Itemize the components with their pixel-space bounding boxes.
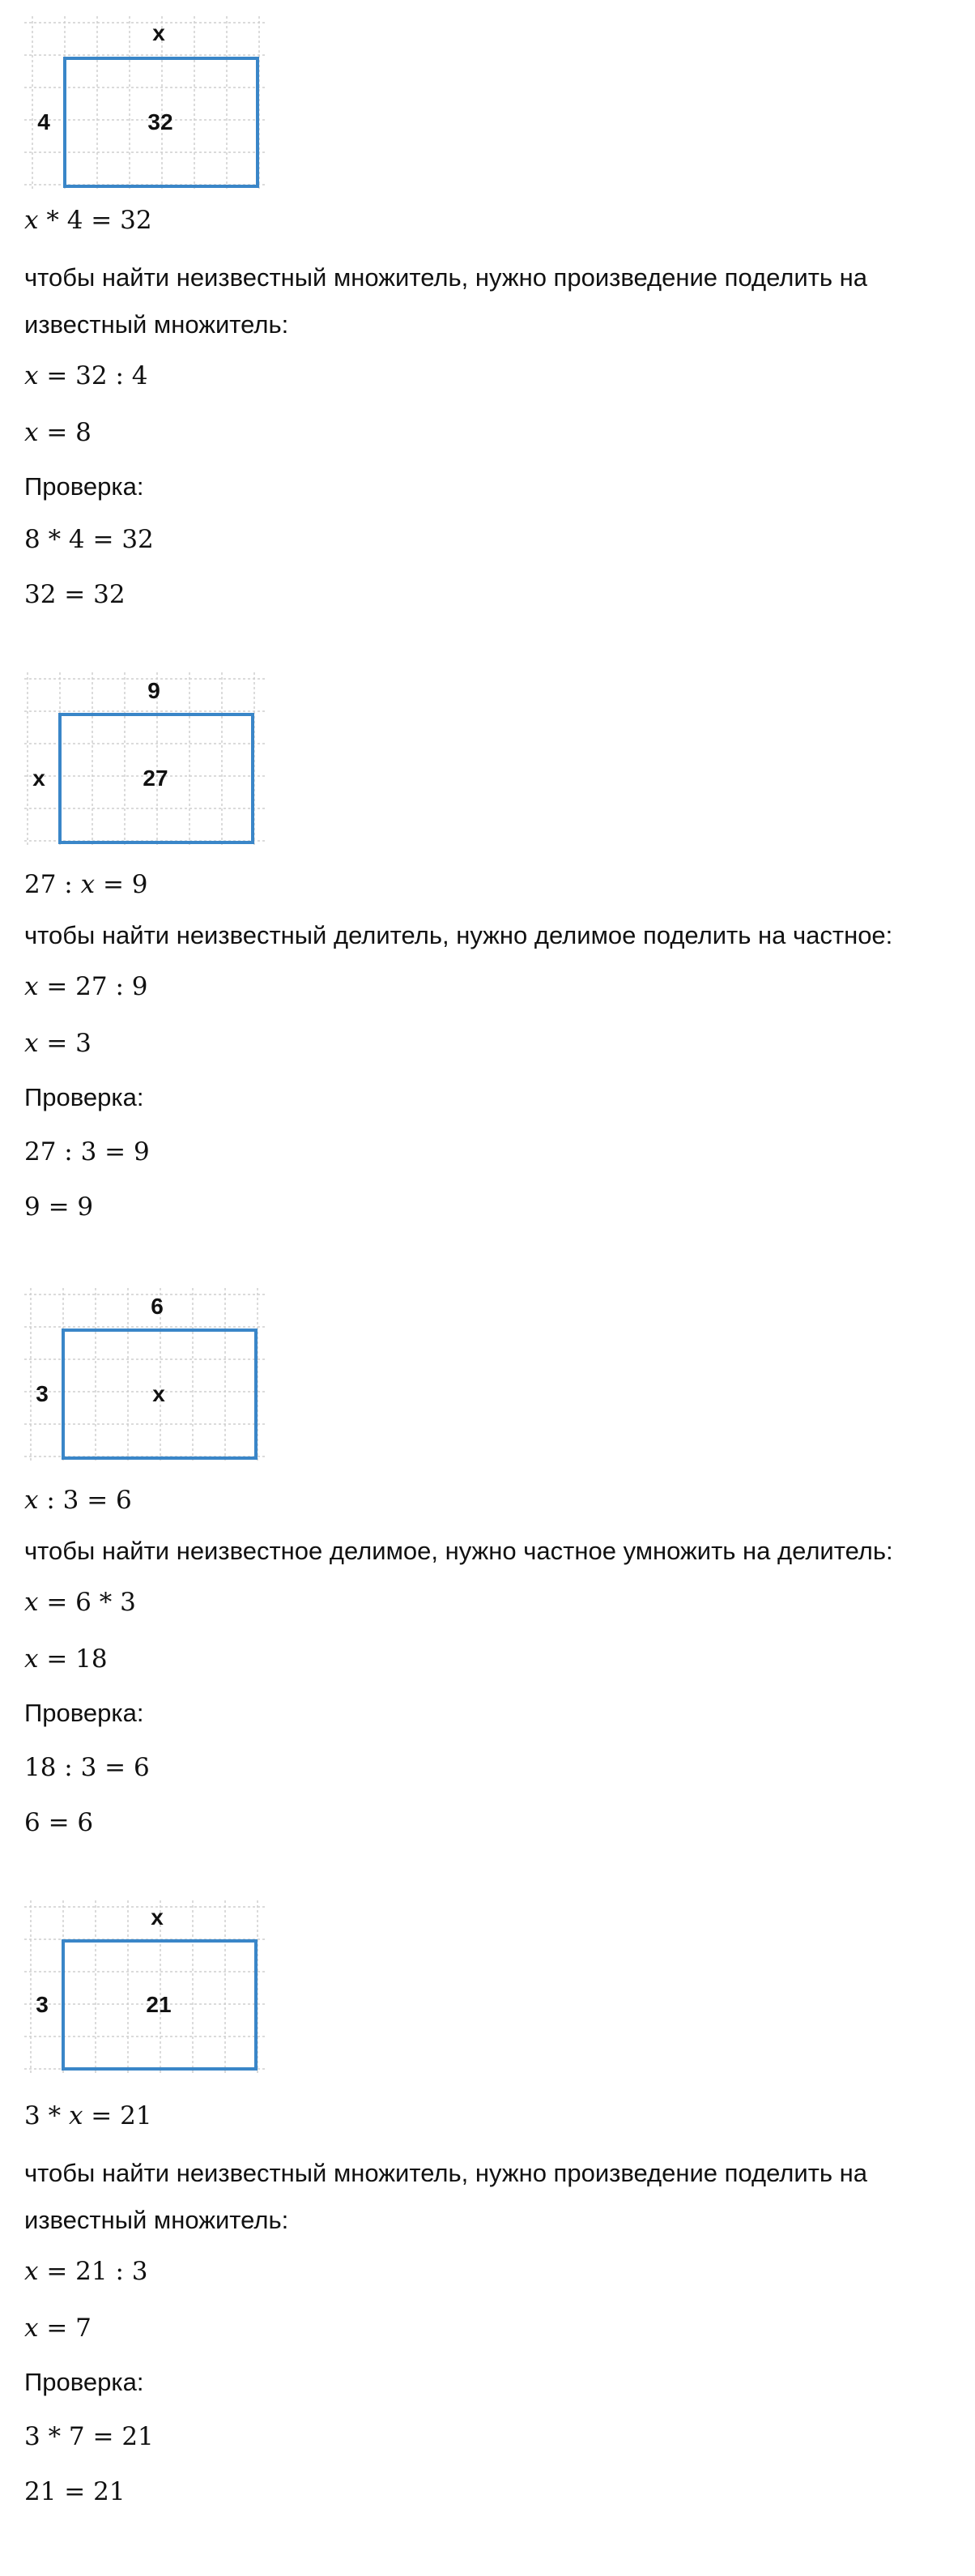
rule-text: чтобы найти неизвестное делимое, нужно частное умножить на делитель: (24, 1537, 893, 1565)
check-line-2: 6 = 6 (24, 1808, 94, 1837)
left-label: x (32, 766, 45, 791)
rectangle-diagram (24, 16, 267, 194)
solution-step-1: x = 27 : 9 (24, 972, 148, 1001)
equation: 27 : x = 9 (24, 870, 148, 899)
check-label: Проверка: (24, 472, 144, 501)
center-label: 32 (147, 109, 173, 134)
center-label: 27 (143, 766, 168, 791)
left-label: 3 (36, 1381, 49, 1406)
solution-step-1: x = 32 : 4 (24, 361, 148, 390)
solution-step-2: x = 7 (24, 2314, 92, 2343)
rectangle-diagram (24, 1900, 267, 2079)
check-line-1: 18 : 3 = 6 (24, 1753, 150, 1782)
check-label: Проверка: (24, 1083, 144, 1111)
rule-text: чтобы найти неизвестный делитель, нужно делимое поделить на частное: (24, 921, 893, 949)
solution-step-2: x = 8 (24, 418, 92, 447)
solution-step-2: x = 18 (24, 1644, 108, 1674)
check-line-1: 3 * 7 = 21 (24, 2422, 154, 2451)
rectangle-diagram (24, 1288, 267, 1466)
rectangle-diagram (24, 672, 267, 851)
top-label: x (152, 20, 165, 45)
equation: x * 4 = 32 (24, 206, 152, 235)
rule-text: чтобы найти неизвестный множитель, нужно произведение поделить на известный множитель: (24, 263, 868, 339)
center-label: x (152, 1381, 165, 1406)
check-line-1: 27 : 3 = 9 (24, 1137, 150, 1166)
check-label: Проверка: (24, 2368, 144, 2396)
check-line-2: 9 = 9 (24, 1192, 94, 1222)
solution-step-2: x = 3 (24, 1029, 92, 1058)
check-line-2: 32 = 32 (24, 580, 126, 609)
solution-step-1: x = 6 * 3 (24, 1588, 136, 1617)
check-line-2: 21 = 21 (24, 2477, 126, 2506)
solution-step-1: x = 21 : 3 (24, 2257, 148, 2286)
top-label: 6 (151, 1294, 164, 1319)
equation: x : 3 = 6 (24, 1486, 132, 1515)
top-label: 9 (147, 678, 160, 703)
left-label: 4 (37, 109, 50, 134)
equation: 3 * x = 21 (24, 2101, 152, 2130)
center-label: 21 (146, 1992, 172, 2017)
check-label: Проверка: (24, 1699, 144, 1727)
left-label: 3 (36, 1992, 49, 2017)
top-label: x (151, 1904, 164, 1930)
rule-text: чтобы найти неизвестный множитель, нужно произведение поделить на известный множитель: (24, 2159, 868, 2234)
check-line-1: 8 * 4 = 32 (24, 525, 154, 554)
